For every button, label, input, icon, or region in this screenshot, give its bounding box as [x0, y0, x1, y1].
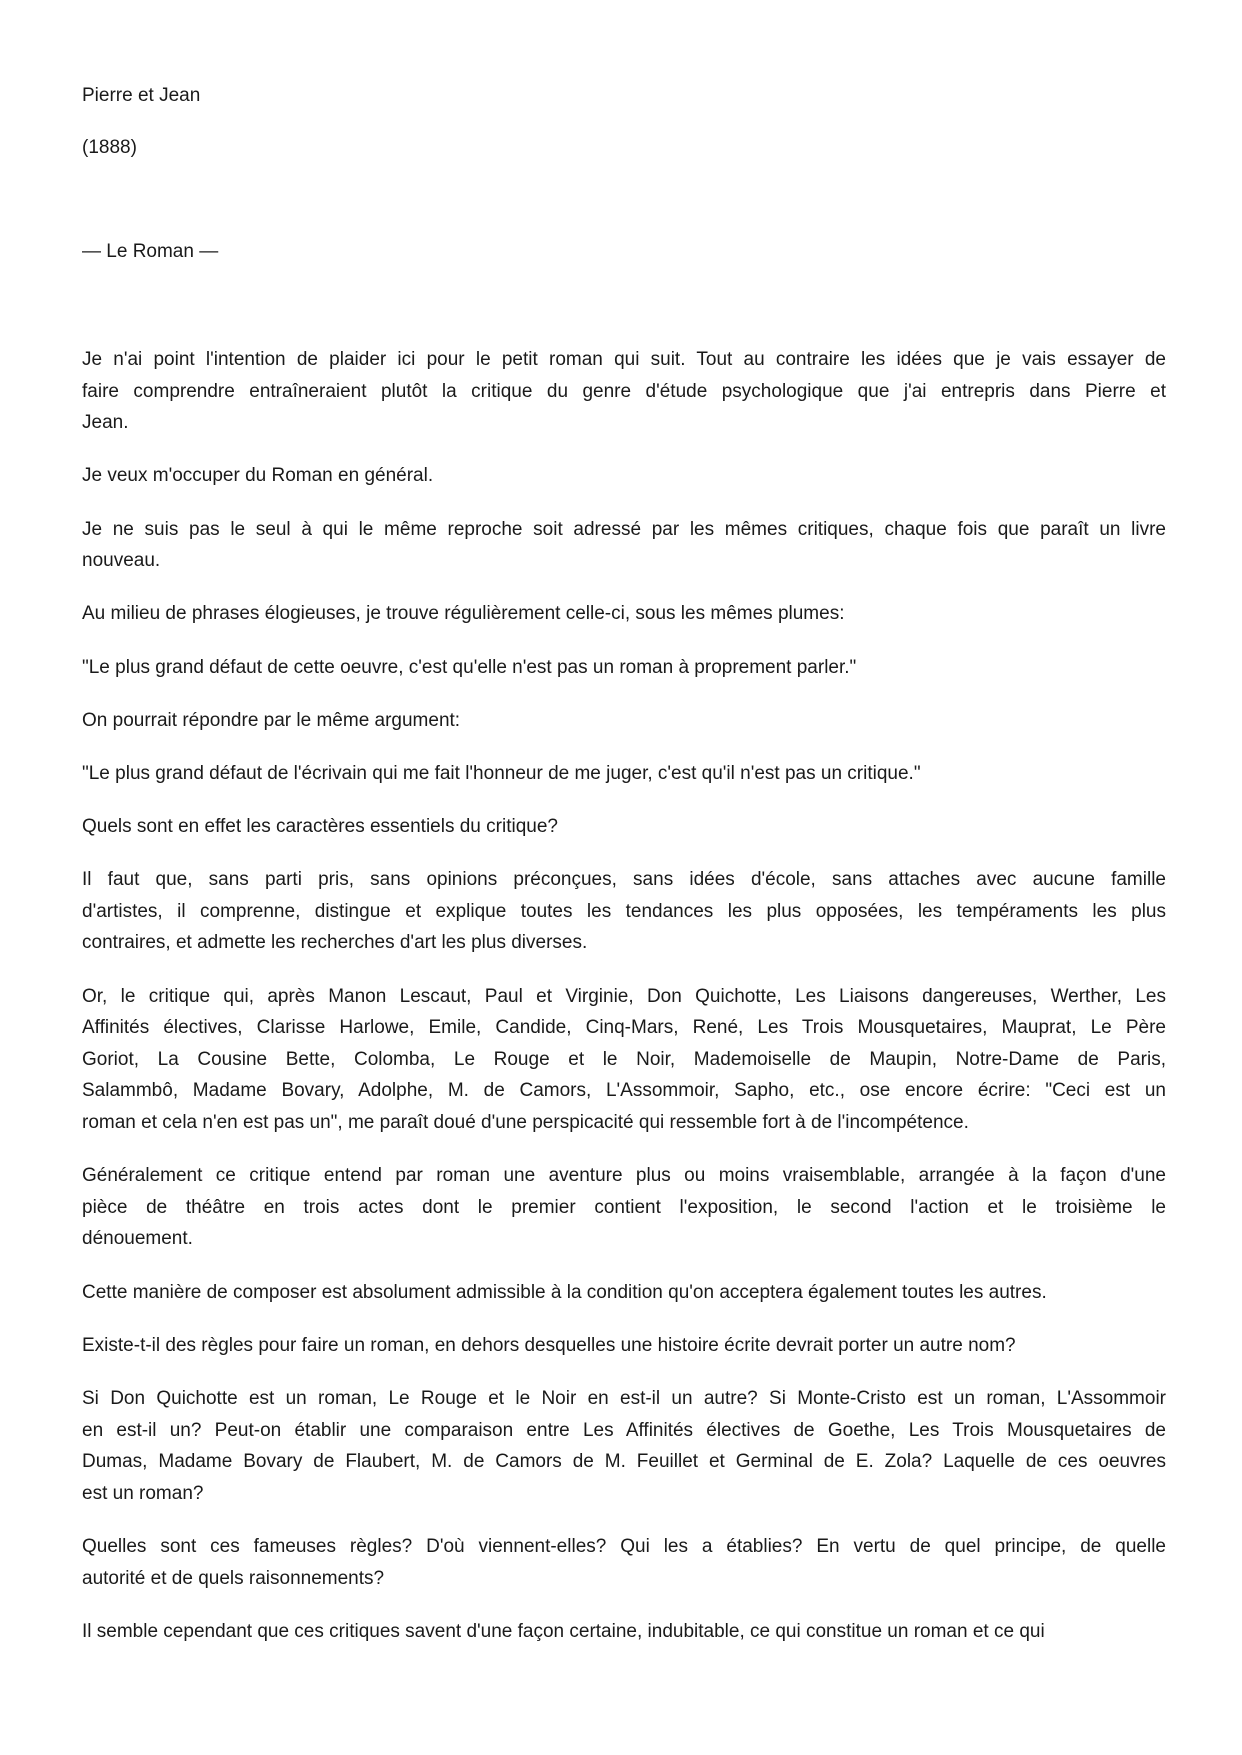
paragraph-line: en est-il un? Peut-on établir une comparaison entre Les Affinités électives de Goethe, Les Trois Mousquetaires de — [82, 1419, 1166, 1441]
paragraph — [82, 1616, 1166, 1648]
paragraph-line: Or, le critique qui, après Manon Lescaut, Paul et Virginie, Don Quichotte, Les Liaisons dangereuses, Werther, Les — [82, 985, 1166, 1007]
paragraph-line: Jean. — [82, 412, 129, 434]
paragraph-line: Généralement ce critique entend par roman une aventure plus ou moins vraisemblable, arrangée à la façon d'une — [82, 1165, 1166, 1187]
paragraph — [82, 1531, 1166, 1594]
paragraph-line: Au milieu de phrases élogieuses, je trouve régulièrement celle-ci, sous les mêmes plumes: — [82, 603, 845, 625]
paragraph — [82, 1383, 1166, 1509]
paragraph-line: autorité et de quels raisonnements? — [82, 1567, 385, 1589]
paragraph-line: "Le plus grand défaut de l'écrivain qui me fait l'honneur de me juger, c'est qu'il n'est pas un critique." — [82, 762, 921, 784]
paragraph — [82, 1330, 1166, 1362]
paragraph — [82, 598, 1166, 630]
paragraph-line: d'artistes, il comprenne, distingue et explique toutes les tendances les plus opposées, les tempéraments les plus — [82, 900, 1166, 922]
paragraph-line: Je n'ai point l'intention de plaider ici pour le petit roman qui suit. Tout au contraire les idées que je vais essayer de — [82, 349, 1166, 370]
document-body — [82, 344, 1166, 1669]
paragraph-line: Existe-t-il des règles pour faire un roman, en dehors desquelles une histoire écrite devrait porter un autre nom? — [82, 1334, 1016, 1356]
paragraph-line: Si Don Quichotte est un roman, Le Rouge et le Noir en est-il un autre? Si Monte-Cristo est un roman, L'Assommoir — [82, 1387, 1166, 1409]
paragraph — [82, 514, 1166, 577]
paragraph — [82, 705, 1166, 737]
paragraph — [82, 652, 1166, 684]
paragraph-line: "Le plus grand défaut de cette oeuvre, c'est qu'elle n'est pas un roman à proprement parler." — [82, 656, 857, 678]
paragraph-line: Quels sont en effet les caractères essentiels du critique? — [82, 816, 558, 838]
paragraph-line: faire comprendre entraîneraient plutôt la critique du genre d'étude psychologique que j'ai entrepris dans Pierre et — [82, 380, 1166, 402]
paragraph-line: contraires, et admette les recherches d'art les plus diverses. — [82, 932, 588, 954]
paragraph-line: Quelles sont ces fameuses règles? D'où viennent-elles? Qui les a établies? En vertu de quel principe, de quelle — [82, 1535, 1166, 1557]
section-heading: — Le Roman — — [82, 241, 219, 262]
paragraph-line: dénouement. — [82, 1228, 193, 1250]
paragraph-line: Je ne suis pas le seul à qui le même reproche soit adressé par les mêmes critiques, chaque fois que paraît un livre — [82, 518, 1166, 540]
paragraph-line: Affinités électives, Clarisse Harlowe, Emile, Candide, Cinq-Mars, René, Les Trois Mousquetaires, Mauprat, Le Père — [82, 1017, 1166, 1039]
paragraph — [82, 981, 1166, 1139]
paragraph-line: pièce de théâtre en trois actes dont le premier contient l'exposition, le second l'action et le troisième le — [82, 1196, 1166, 1218]
paragraph-line: nouveau. — [82, 550, 161, 572]
document-title: Pierre et Jean — [82, 85, 201, 106]
paragraph — [82, 758, 1166, 790]
paragraph-line: Salammbô, Madame Bovary, Adolphe, M. de Camors, L'Assommoir, Sapho, etc., ose encore écrire: "Ceci est un — [82, 1080, 1166, 1102]
paragraph-line: est un roman? — [82, 1482, 204, 1504]
paragraph-line: Dumas, Madame Bovary de Flaubert, M. de Camors de M. Feuillet et Germinal de E. Zola? Laquelle de ces oeuvres — [82, 1451, 1166, 1473]
paragraph-line: Il faut que, sans parti pris, sans opinions préconçues, sans idées d'école, sans attaches avec aucune famille — [82, 869, 1166, 891]
paragraph — [82, 460, 1166, 492]
paragraph-line: Il semble cependant que ces critiques savent d'une façon certaine, indubitable, ce qui constitue un roman et ce qui — [82, 1620, 1045, 1642]
paragraph — [82, 864, 1166, 959]
paragraph-line: Cette manière de composer est absolument admissible à la condition qu'on acceptera également toutes les autres. — [82, 1281, 1047, 1303]
paragraph — [82, 1160, 1166, 1255]
paragraph-line: Goriot, La Cousine Bette, Colomba, Le Rouge et le Noir, Mademoiselle de Maupin, Notre-Dame de Paris, — [82, 1048, 1166, 1070]
paragraph — [82, 811, 1166, 843]
paragraph-line: Je veux m'occuper du Roman en général. — [82, 465, 434, 487]
paragraph — [82, 1277, 1166, 1309]
paragraph-line: roman et cela n'en est pas un", me paraît doué d'une perspicacité qui ressemble fort à de l'incompétence. — [82, 1112, 969, 1134]
paragraph — [82, 344, 1166, 439]
paragraph-line: On pourrait répondre par le même argument: — [82, 709, 461, 731]
document-year: (1888) — [82, 137, 137, 158]
